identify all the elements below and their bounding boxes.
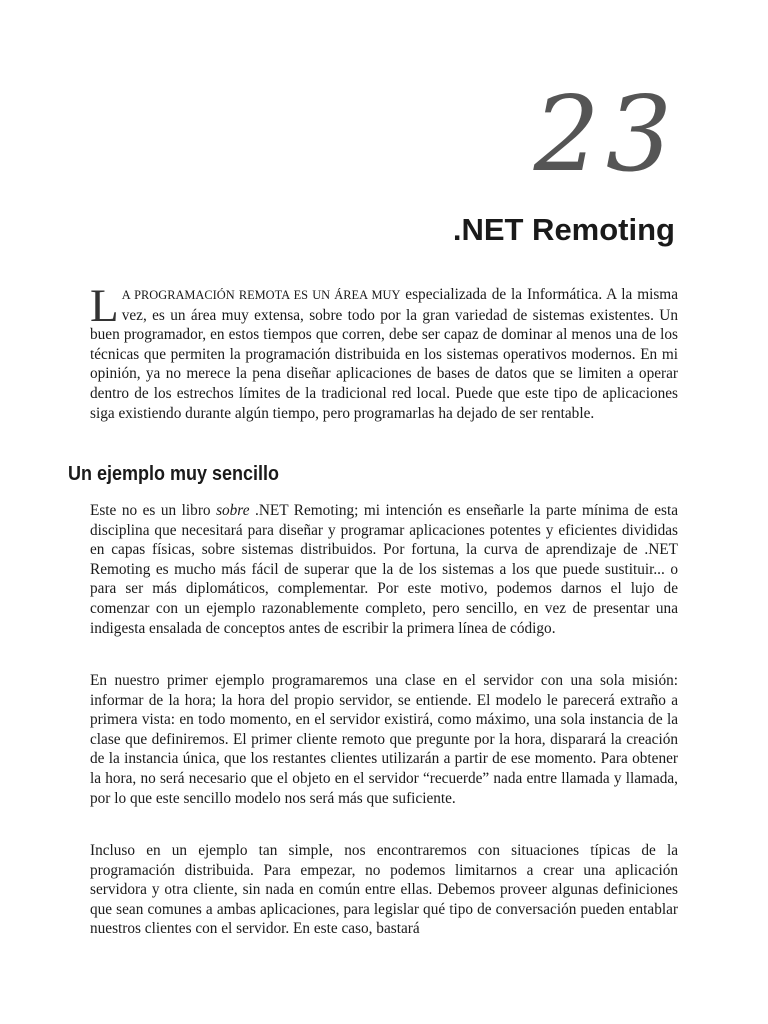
body-paragraph-2: En nuestro primer ejemplo programaremos una clase en el servidor con una sola misión: informar de la hora; la hora del propio servidor, se entiende. El modelo le parecerá extraño a primera vista: en todo momento, en el servidor existirá, como máximo, una sola instancia de la clase que definiremos. El primer cliente remoto que pregunte por la hora, disparará la creación de la instancia única, que los restantes clientes utilizarán a partir de ese momento. Para obtener la hora, no será necesario que el objeto en el servidor “recuerde” nada entre llamada y llamada, por lo que este sencillo modelo nos será más que suficiente. <box>90 672 678 807</box>
drop-cap: L <box>90 280 119 332</box>
chapter-title: .NET Remoting <box>452 212 675 247</box>
p1-italic-word: sobre <box>216 502 250 519</box>
intro-text: especializada de la Informática. A la misma vez, es un área muy extensa, sobre todo por la gran variedad de sistemas existentes. Un buen programador, en estos tiempos que corren, debe ser capaz de dominar al menos una de los técnicas que permiten la programación distribuida en los sistemas operativos modernos. En mi opinión, ya no merece la pena diseñar aplicaciones de bases de datos que se limiten a operar dentro de los estrechos límites de la tradicional red local. Puede que este tipo de aplicaciones siga existiendo durante algún tiempo, pero programarlas ha dejado de ser rentable. <box>90 286 678 422</box>
p1-text-rest: .NET Remoting; mi intención es enseñarle la parte mínima de esta disciplina que necesitará para diseñar y programar aplicaciones potentes y eficientes divididas en capas físicas, sobre sistemas distribuidos. Por fortuna, la curva de aprendizaje de .NET Remoting es mucho más fácil de superar que la de los sistemas a los que puede sustituir... o para ser más diplomáticos, complementar. Por este motivo, podemos darnos el lujo de comenzar con un ejemplo razonablemente completo, pero sencillo, en vez de presentar una indigesta ensalada de conceptos antes de escribir la primera línea de código. <box>90 502 678 637</box>
intro-small-caps: A PROGRAMACIÓN REMOTA ES UN ÁREA MUY <box>121 288 401 302</box>
intro-paragraph <box>90 280 678 423</box>
p1-text-start: Este no es un libro <box>90 502 217 519</box>
body-paragraph-3: Incluso en un ejemplo tan simple, nos encontraremos con situaciones típicas de la programación distribuida. Para empezar, no podemos limitarnos a crear una aplicación servidora y otra cliente, sin nada en común entre ellas. Debemos proveer algunas definiciones que sean comunes a ambas aplicaciones, para legislar qué tipo de conversación pueden entablar nuestros clientes con el servidor. En este caso, bastará <box>90 842 678 938</box>
section-heading: Un ejemplo muy sencillo <box>68 463 280 485</box>
chapter-number: 23 <box>533 73 678 195</box>
body-paragraph-1 <box>90 501 678 638</box>
